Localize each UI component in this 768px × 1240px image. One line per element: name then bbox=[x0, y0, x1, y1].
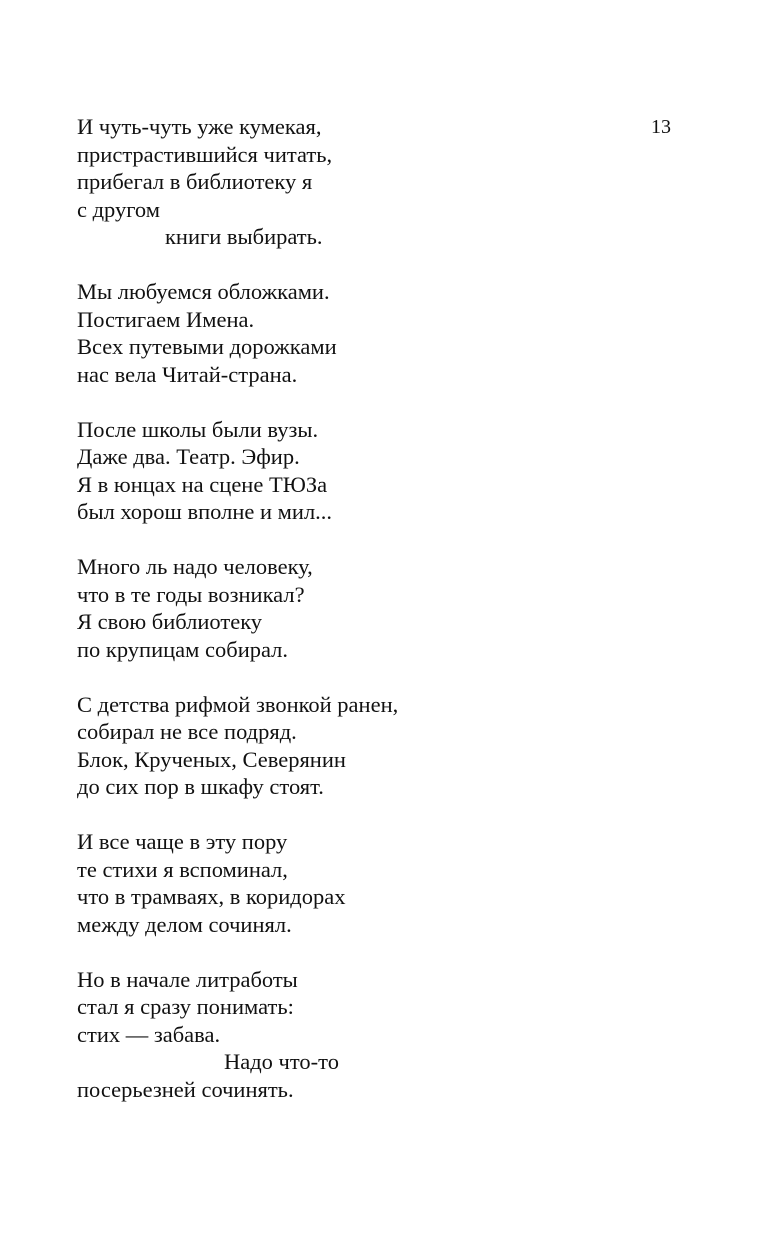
stanza-7 bbox=[77, 966, 677, 1104]
poem-line: Блок, Крученых, Северянин bbox=[77, 746, 346, 772]
poem-line: стих — забава. bbox=[77, 1021, 221, 1047]
stanza-1 bbox=[77, 113, 677, 251]
poem-line: Даже два. Театр. Эфир. bbox=[77, 444, 300, 469]
poem-line: с другом bbox=[77, 196, 160, 222]
poem-line: прибегал в библиотеку я bbox=[77, 169, 313, 194]
poem-line: между делом сочинял. bbox=[77, 911, 292, 937]
page-number: 13 bbox=[651, 116, 671, 138]
poem-line: по крупицам собирал. bbox=[77, 636, 289, 662]
stanza-2 bbox=[77, 278, 677, 388]
stanza-4 bbox=[77, 553, 677, 663]
poem-line: посерьезней сочинять. bbox=[77, 1076, 294, 1102]
poem-line: Постигаем Имена. bbox=[77, 306, 255, 332]
stanza-5 bbox=[77, 691, 677, 801]
stanza-3 bbox=[77, 416, 677, 526]
poem-line: те стихи я вспоминал, bbox=[77, 856, 288, 882]
poem-line: что в те годы возникал? bbox=[77, 581, 305, 607]
poem-line: Я свою библиотеку bbox=[77, 609, 263, 634]
poem-line: до сих пор в шкафу стоят. bbox=[77, 774, 324, 799]
poem-line: Мы любуемся обложками. bbox=[77, 279, 330, 304]
poem-line: И чуть-чуть уже кумекая, bbox=[77, 114, 322, 139]
poem-line: И все чаще в эту пору bbox=[77, 829, 288, 854]
poem-line-indented: книги выбирать. bbox=[165, 224, 323, 249]
poem-line: Я в юнцах на сцене ТЮЗа bbox=[77, 471, 328, 497]
poem-line: что в трамваях, в коридорах bbox=[77, 884, 346, 909]
poem-line-indented: Надо что-то bbox=[224, 1049, 339, 1074]
poem bbox=[77, 113, 677, 1131]
poem-line: Но в начале литработы bbox=[77, 966, 298, 992]
poem-line: Много ль надо человеку, bbox=[77, 554, 313, 579]
poem-line: нас вела Читай-страна. bbox=[77, 361, 298, 387]
poem-line: После школы были вузы. bbox=[77, 416, 319, 442]
poem-line: пристрастившийся читать, bbox=[77, 141, 333, 167]
stanza-6 bbox=[77, 828, 677, 938]
poem-line: стал я сразу понимать: bbox=[77, 994, 294, 1019]
poem-line: С детства рифмой звонкой ранен, bbox=[77, 691, 399, 717]
poem-line: собирал не все подряд. bbox=[77, 719, 297, 744]
poem-line: Всех путевыми дорожками bbox=[77, 334, 337, 359]
poem-line: был хорош вполне и мил... bbox=[77, 499, 333, 524]
